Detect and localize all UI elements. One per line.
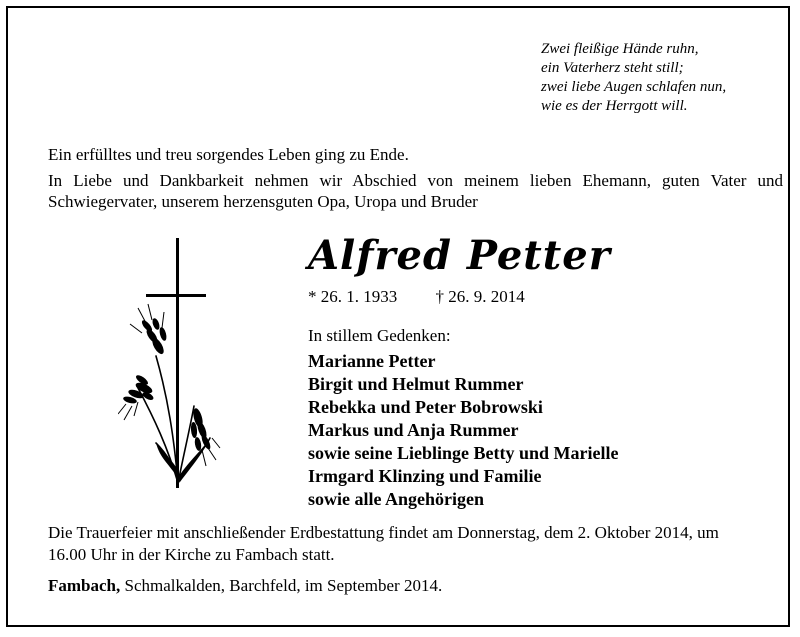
life-dates <box>308 287 525 307</box>
place-rest: Schmalkalden, Barchfeld, im September 2014. <box>120 576 443 595</box>
intro-line-1: Ein erfülltes und treu sorgendes Leben ging zu Ende. <box>48 145 409 164</box>
intro-text <box>48 144 783 212</box>
mourner-line: Birgit und Helmut Rummer <box>308 374 524 394</box>
funeral-info: Die Trauerfeier mit anschließender Erdbestattung findet am Donnerstag, dem 2. Oktober 2014, um 16.00 Uhr in der Kirche zu Fambach statt. <box>48 523 719 564</box>
obituary-notice <box>6 6 790 627</box>
mourner-line: Irmgard Klinzing und Familie <box>308 466 542 486</box>
cross-with-wheat-icon <box>118 238 228 503</box>
place-and-date <box>48 576 442 596</box>
mourner-line: Marianne Petter <box>308 351 436 371</box>
mourner-line: Markus und Anja Rummer <box>308 420 519 440</box>
intro-line-2: In Liebe und Dankbarkeit nehmen wir Abschied von meinem lieben Ehemann, guten Vater und Schwiegervater, unserem herzensguten Opa, Uropa und Bruder <box>48 171 783 211</box>
poem-line-2: ein Vaterherz steht still; <box>541 60 684 76</box>
mourners-list <box>308 350 618 511</box>
death-date: † 26. 9. 2014 <box>435 287 525 306</box>
deceased-name: Alfred Petter <box>308 232 611 279</box>
mourner-line: sowie seine Lieblinge Betty und Marielle <box>308 443 619 463</box>
poem-line-4: wie es der Herrgott will. <box>541 98 688 114</box>
poem-line-3: zwei liebe Augen schlafen nun, <box>541 79 727 95</box>
place-town: Fambach, <box>48 576 121 595</box>
poem-line-1: Zwei fleißige Hände ruhn, <box>541 41 699 57</box>
birth-date: * 26. 1. 1933 <box>308 287 398 306</box>
mourner-line: sowie alle Angehörigen <box>308 489 484 509</box>
mourner-line: Rebekka und Peter Bobrowski <box>308 397 543 417</box>
poem <box>541 40 781 116</box>
mourning-label: In stillem Gedenken: <box>308 326 451 345</box>
